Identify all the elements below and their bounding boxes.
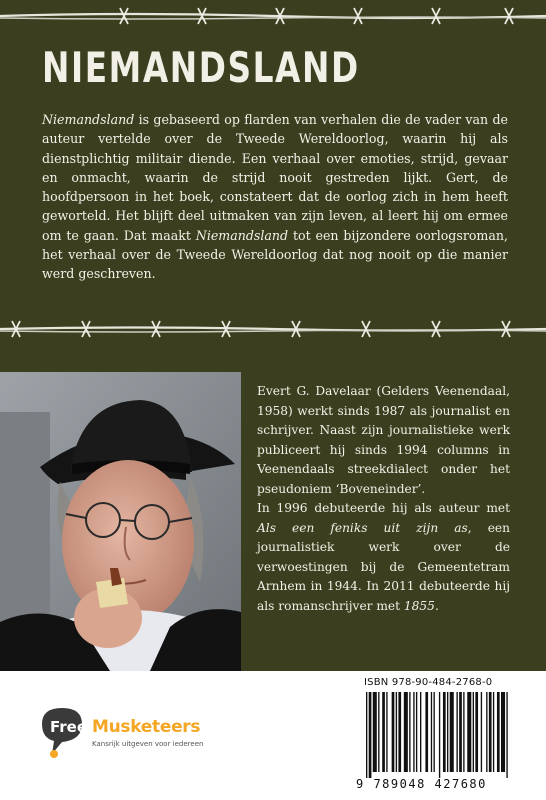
barcode-bar xyxy=(425,692,428,772)
cover-footer xyxy=(0,671,546,800)
barcode-bar xyxy=(434,692,435,772)
barcode-bar xyxy=(416,692,417,772)
barcode-bar xyxy=(473,692,474,772)
barcode-bar xyxy=(459,692,462,772)
bio-book-title: Als een feniks uit zijn as xyxy=(257,520,468,535)
barcode-bar xyxy=(486,692,487,772)
book-title: NIEMANDSLAND xyxy=(42,43,360,92)
isbn-barcode xyxy=(356,677,526,795)
barcode-bar xyxy=(501,692,505,772)
bio-text: , een journalistiek werk over de verwoestingen bij de Gemeentetram Arnhem in 1944. In 2011 debuteerde hij als romanschrijver met xyxy=(257,520,510,613)
barcode-bar xyxy=(366,692,367,778)
barcode-bar xyxy=(404,692,408,772)
blurb-title-italic: Niemandsland xyxy=(195,227,289,243)
barbed-wire-middle-icon xyxy=(0,307,546,351)
barcode-bar xyxy=(506,692,507,778)
barcode-bar xyxy=(481,692,482,772)
publisher-logo xyxy=(42,704,212,760)
book-blurb xyxy=(42,110,508,284)
barcode-bar xyxy=(386,692,387,772)
logo-musketeers-text: Musketeers xyxy=(92,717,201,737)
barcode-bar xyxy=(369,692,372,778)
barcode-bar xyxy=(420,692,421,772)
barcode-bar xyxy=(378,692,379,772)
barcode-bar xyxy=(431,692,432,772)
barcode-bar xyxy=(443,692,446,772)
isbn-number: ISBN 978-90-484-2768-0 xyxy=(364,677,493,688)
barcode-bar xyxy=(396,692,397,772)
blurb-text: is gebaseerd op flarden van verhalen die de vader van de auteur vertelde over de Tweede Wereldoorlog, waarin hij als dienstplichtig militair diende. Een verhaal over emoties, strijd, gevaar en onmacht, waarin de strijd nooit gestreden lijkt. Gert, de hoofdpersoon in het boek, constateert dat de oorlog zich in hem heeft geworteld. Het blijft deel uitmaken van zijn leven, al leert hij om ermee om te gaan. Dat maakt xyxy=(42,112,508,243)
barcode-bar xyxy=(382,692,385,772)
barcode-bar xyxy=(439,692,440,778)
bio-paragraph-1: Evert G. Davelaar (Gelders Veenendaal, 1958) werkt sinds 1987 als journalist en schrijver. Naast zijn journalistieke werk publiceert hij sinds 1994 columns in Veenendaals streekdialect onder het pseudoniem ‘Boveneinder’. xyxy=(257,384,510,496)
barcode-bar xyxy=(392,692,395,772)
barbed-wire-top-icon xyxy=(0,0,546,38)
barcode-bar xyxy=(489,692,492,772)
author-bio xyxy=(257,382,510,616)
bio-text: In 1996 debuteerde hij als auteur met xyxy=(257,501,510,515)
barcode-bar xyxy=(413,692,414,772)
barcode-bar xyxy=(456,692,457,772)
barcode-bar xyxy=(463,692,464,772)
barcode-bar xyxy=(450,692,454,772)
barcode-bar xyxy=(447,692,448,772)
logo-free-text: Free xyxy=(50,718,88,736)
bio-paragraph-2 xyxy=(257,499,510,616)
barcode-icon xyxy=(356,692,526,778)
barcode-digits: 9 789048 427680 xyxy=(356,777,487,791)
bio-text: . xyxy=(434,598,439,613)
barcode-bar xyxy=(467,692,471,772)
barcode-bar xyxy=(373,692,377,772)
barcode-bar xyxy=(475,692,478,772)
author-photo xyxy=(0,372,241,671)
blurb-title-italic: Niemandsland xyxy=(42,112,135,127)
barcode-bar xyxy=(409,692,410,772)
blurb-text: tot een bijzondere oorlogsroman, het verhaal over de Tweede Wereldoorlog dat nog nooit op die manier werd geschreven. xyxy=(42,227,508,282)
author-portrait-image xyxy=(0,372,241,671)
barcode-bar xyxy=(398,692,401,772)
barcode-bar xyxy=(493,692,494,772)
bio-book-title: 1855 xyxy=(403,598,435,613)
logo-tagline: Kansrijk uitgeven voor iedereen xyxy=(92,740,204,748)
barcode-bar xyxy=(497,692,500,772)
